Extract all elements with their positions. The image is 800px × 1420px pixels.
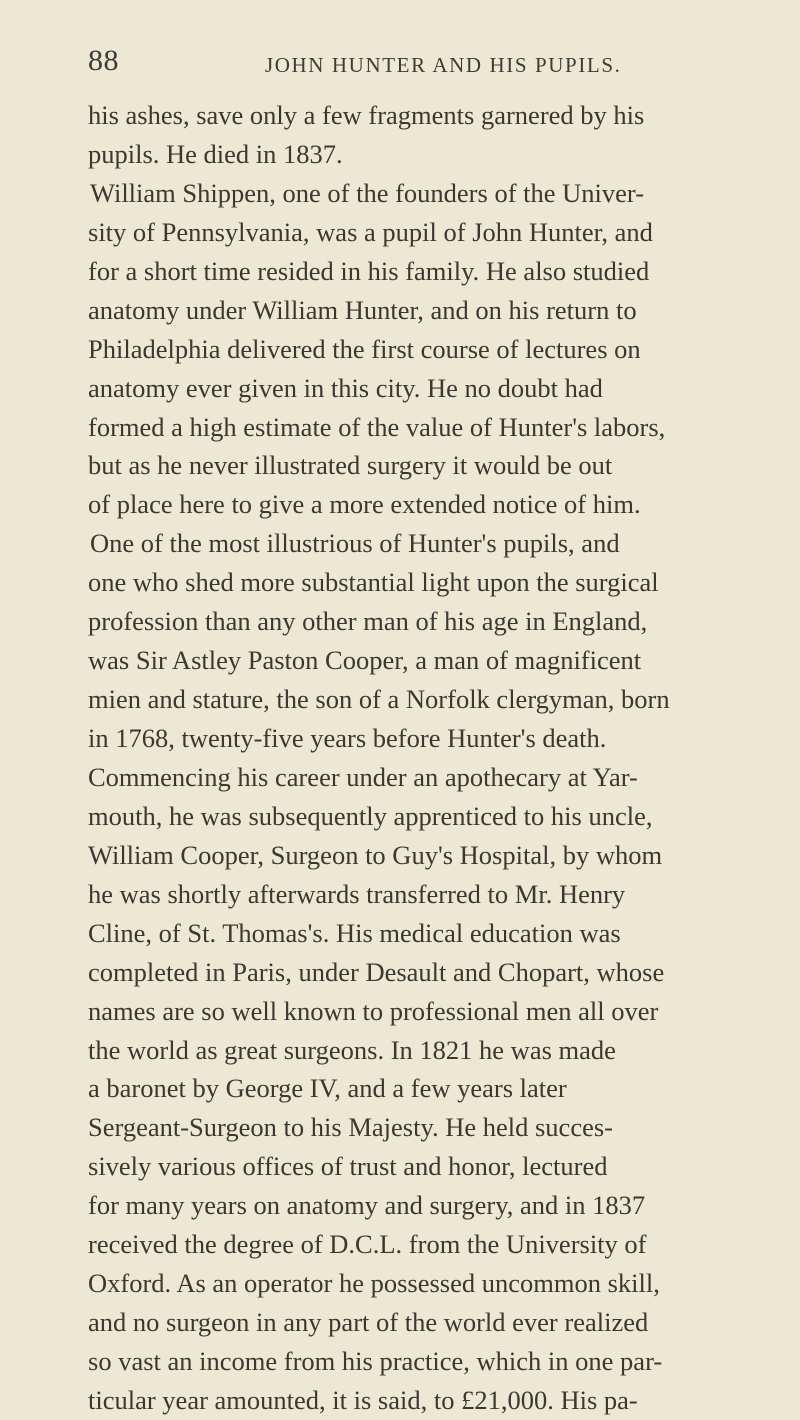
text-line: Commencing his career under an apothecary at Yar- [88,761,638,792]
text-line: profession than any other man of his age in England, [88,606,648,637]
text-line: William Cooper, Surgeon to Guy's Hospital, by whom [88,839,663,870]
text-line: sively various offices of trust and honor, lectured [88,1151,608,1182]
text-line: and no surgeon in any part of the world ever realized [88,1307,649,1338]
body-text [88,96,712,1420]
text-line: one who shed more substantial light upon the surgical [88,567,659,598]
text-line: anatomy under William Hunter, and on his return to [88,294,637,325]
text-line: received the degree of D.C.L. from the University of [88,1229,647,1260]
text-line: but as he never illustrated surgery it would be out [88,450,613,481]
text-line: ticular year amounted, it is said, to £21,000. His pa- [88,1384,638,1415]
text-line: pupils. He died in 1837. [88,138,343,169]
text-line: mien and stature, the son of a Norfolk clergyman, born [88,684,670,715]
text-line: Oxford. As an operator he possessed uncommon skill, [88,1268,660,1299]
text-line: anatomy ever given in this city. He no doubt had [88,372,603,403]
text-line: Sergeant-Surgeon to his Majesty. He held succes- [88,1112,613,1143]
text-line: formed a high estimate of the value of Hunter's labors, [88,411,666,442]
text-line: for a short time resided in his family. He also studied [88,255,650,286]
text-line: for many years on anatomy and surgery, and in 1837 [88,1190,646,1221]
page-header [88,44,622,84]
text-line: in 1768, twenty-five years before Hunter's death. [88,723,607,753]
text-line: a baronet by George IV, and a few years later [88,1073,567,1104]
page-number: 88 [88,44,119,77]
running-head: JOHN HUNTER AND HIS PUPILS. [265,53,622,77]
text-line: the world as great surgeons. In 1821 he was made [88,1034,616,1065]
text-line: so vast an income from his practice, which in one par- [88,1346,663,1376]
text-line: William Shippen, one of the founders of the Univer- [90,177,645,208]
text-line: of place here to give a more extended notice of him. [88,489,641,520]
text-line: his ashes, save only a few fragments garnered by his [88,100,645,130]
text-line: he was shortly afterwards transferred to Mr. Henry [88,878,626,909]
text-line: sity of Pennsylvania, was a pupil of John Hunter, and [88,216,653,247]
text-line: completed in Paris, under Desault and Chopart, whose [88,956,665,987]
text-line: Cline, of St. Thomas's. His medical education was [88,917,621,948]
text-line: mouth, he was subsequently apprenticed to his uncle, [88,800,653,831]
text-line: Philadelphia delivered the first course of lectures on [88,333,641,364]
text-line: was Sir Astley Paston Cooper, a man of magnificent [88,645,642,676]
text-line: One of the most illustrious of Hunter's pupils, and [90,528,620,559]
text-line: names are so well known to professional men all over [88,995,659,1026]
